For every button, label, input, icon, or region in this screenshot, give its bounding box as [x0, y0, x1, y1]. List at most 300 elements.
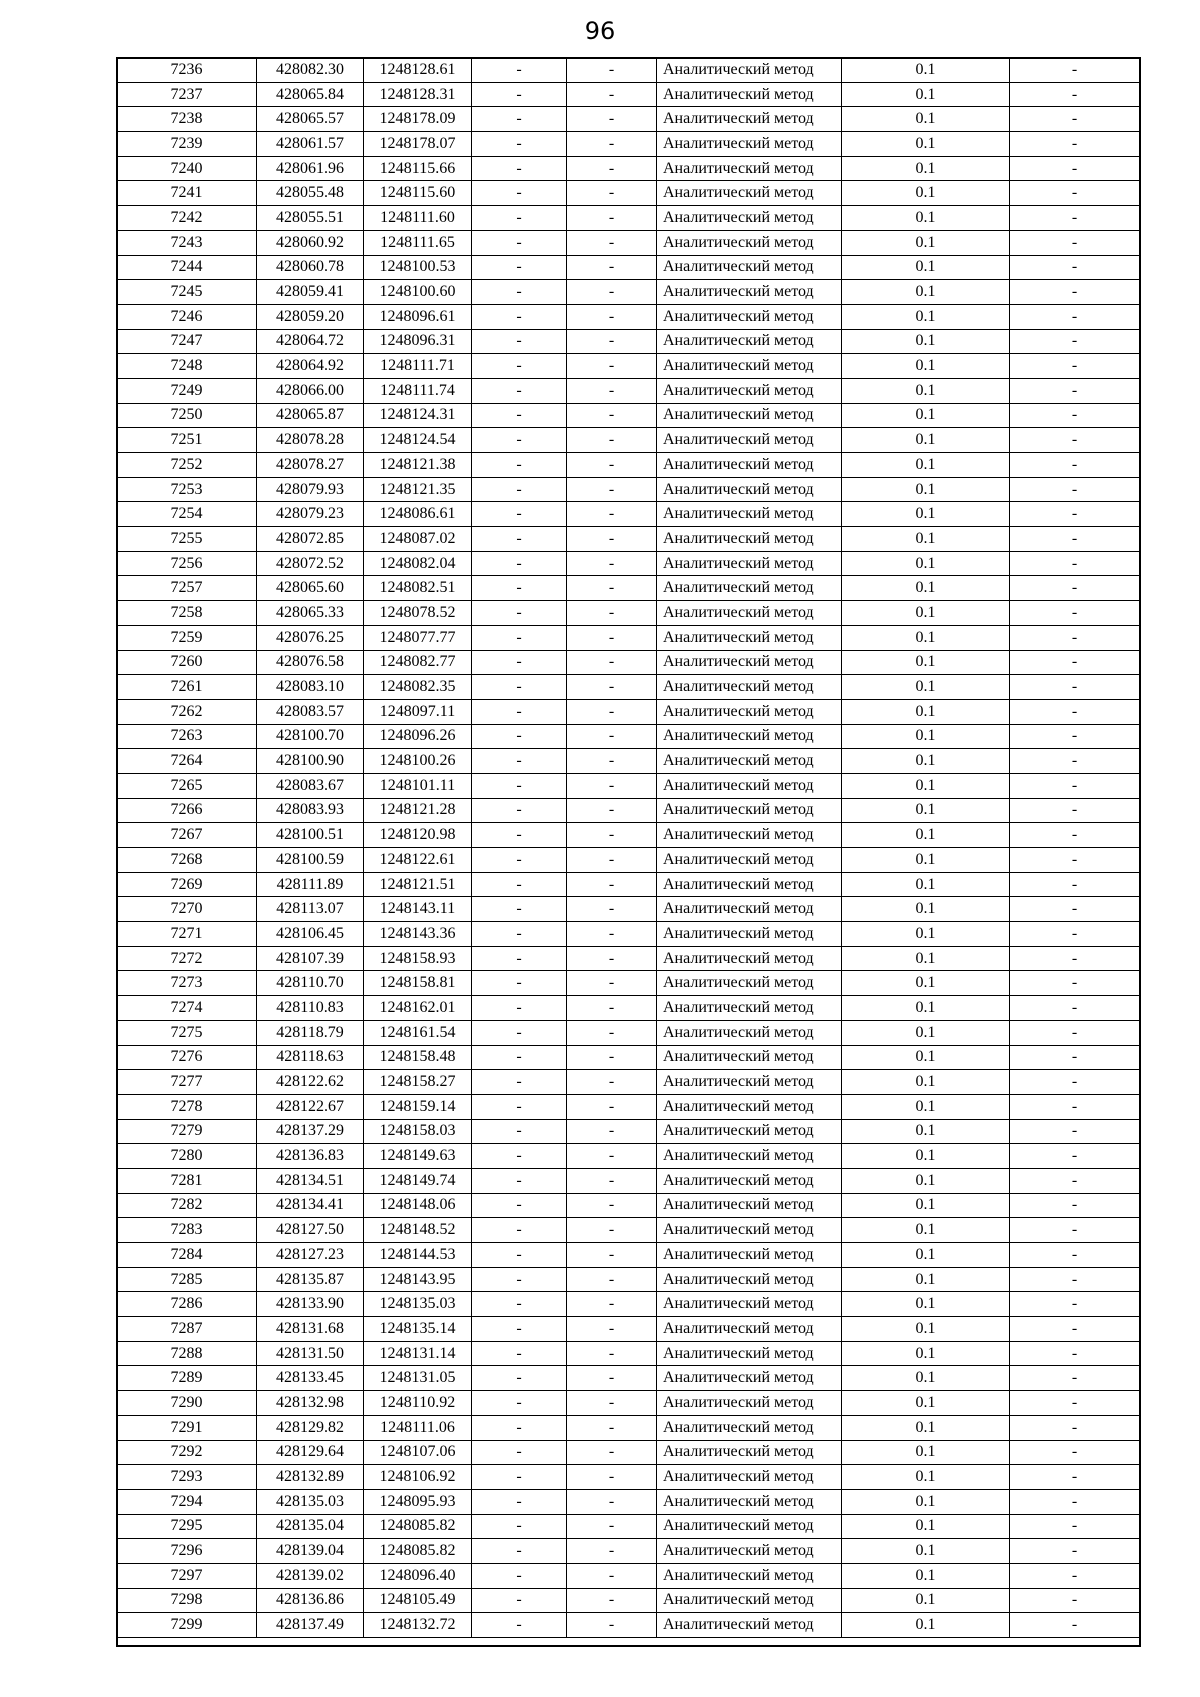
- cell-y-coordinate: 1248143.11: [364, 897, 472, 922]
- cell-y-coordinate: 1248100.60: [364, 280, 472, 305]
- cell-accuracy: 0.1: [842, 453, 1010, 478]
- cell-y-coordinate: 1248096.31: [364, 329, 472, 354]
- cell-col-8: -: [1010, 897, 1140, 922]
- cell-accuracy: 0.1: [842, 107, 1010, 132]
- table-row: [117, 1366, 1140, 1391]
- cell-point-number: 7259: [117, 625, 257, 650]
- table-row: [117, 354, 1140, 379]
- cell-col-8: -: [1010, 650, 1140, 675]
- cell-x-coordinate: 428083.93: [257, 798, 364, 823]
- table-row: [117, 724, 1140, 749]
- cell-col-4: -: [472, 1341, 567, 1366]
- cell-col-4: -: [472, 82, 567, 107]
- cell-point-number: 7273: [117, 971, 257, 996]
- table-row: [117, 255, 1140, 280]
- cell-col-4: -: [472, 1094, 567, 1119]
- cell-x-coordinate: 428122.67: [257, 1094, 364, 1119]
- cell-x-coordinate: 428136.86: [257, 1588, 364, 1613]
- cell-y-coordinate: 1248135.03: [364, 1292, 472, 1317]
- cell-col-4: -: [472, 1317, 567, 1342]
- cell-col-8: -: [1010, 625, 1140, 650]
- cell-col-4: -: [472, 1415, 567, 1440]
- cell-method: Аналитический метод: [657, 477, 842, 502]
- cell-y-coordinate: 1248077.77: [364, 625, 472, 650]
- cell-col-5: -: [567, 1341, 657, 1366]
- cell-method: Аналитический метод: [657, 230, 842, 255]
- cell-y-coordinate: 1248082.51: [364, 576, 472, 601]
- cell-point-number: 7281: [117, 1168, 257, 1193]
- cell-y-coordinate: 1248143.36: [364, 922, 472, 947]
- cell-x-coordinate: 428100.70: [257, 724, 364, 749]
- cell-col-5: -: [567, 1267, 657, 1292]
- cell-point-number: 7261: [117, 675, 257, 700]
- cell-method: Аналитический метод: [657, 1267, 842, 1292]
- cell-col-5: -: [567, 329, 657, 354]
- cell-col-4: -: [472, 1539, 567, 1564]
- cell-col-4: -: [472, 650, 567, 675]
- cell-col-4: -: [472, 280, 567, 305]
- cell-x-coordinate: 428131.68: [257, 1317, 364, 1342]
- cell-x-coordinate: 428055.51: [257, 206, 364, 231]
- cell-method: Аналитический метод: [657, 453, 842, 478]
- cell-x-coordinate: 428110.70: [257, 971, 364, 996]
- cell-accuracy: 0.1: [842, 576, 1010, 601]
- cell-col-4: -: [472, 1020, 567, 1045]
- cell-accuracy: 0.1: [842, 996, 1010, 1021]
- cell-point-number: 7274: [117, 996, 257, 1021]
- cell-point-number: 7242: [117, 206, 257, 231]
- table-row: [117, 1243, 1140, 1268]
- cell-point-number: 7289: [117, 1366, 257, 1391]
- cell-col-4: -: [472, 1045, 567, 1070]
- cell-y-coordinate: 1248120.98: [364, 823, 472, 848]
- cell-col-8: -: [1010, 823, 1140, 848]
- cell-point-number: 7280: [117, 1144, 257, 1169]
- cell-method: Аналитический метод: [657, 255, 842, 280]
- cell-accuracy: 0.1: [842, 280, 1010, 305]
- cell-col-4: -: [472, 354, 567, 379]
- cell-method: Аналитический метод: [657, 1341, 842, 1366]
- cell-col-8: -: [1010, 329, 1140, 354]
- table-row: [117, 1045, 1140, 1070]
- cell-point-number: 7256: [117, 551, 257, 576]
- table-row: [117, 699, 1140, 724]
- cell-col-5: -: [567, 107, 657, 132]
- cell-y-coordinate: 1248097.11: [364, 699, 472, 724]
- cell-method: Аналитический метод: [657, 1588, 842, 1613]
- cell-point-number: 7247: [117, 329, 257, 354]
- cell-accuracy: 0.1: [842, 329, 1010, 354]
- cell-point-number: 7276: [117, 1045, 257, 1070]
- cell-point-number: 7237: [117, 82, 257, 107]
- cell-accuracy: 0.1: [842, 798, 1010, 823]
- cell-col-8: -: [1010, 1539, 1140, 1564]
- cell-col-5: -: [567, 403, 657, 428]
- cell-point-number: 7258: [117, 601, 257, 626]
- cell-col-5: -: [567, 773, 657, 798]
- table-row: [117, 1267, 1140, 1292]
- cell-accuracy: 0.1: [842, 1168, 1010, 1193]
- cell-y-coordinate: 1248131.05: [364, 1366, 472, 1391]
- cell-col-8: -: [1010, 1465, 1140, 1490]
- table-row: [117, 1168, 1140, 1193]
- table-row: [117, 527, 1140, 552]
- cell-col-4: -: [472, 798, 567, 823]
- cell-point-number: 7265: [117, 773, 257, 798]
- cell-y-coordinate: 1248128.31: [364, 82, 472, 107]
- cell-y-coordinate: 1248085.82: [364, 1514, 472, 1539]
- cell-col-8: -: [1010, 946, 1140, 971]
- cell-col-8: -: [1010, 428, 1140, 453]
- cell-col-5: -: [567, 1094, 657, 1119]
- cell-col-8: -: [1010, 1168, 1140, 1193]
- cell-accuracy: 0.1: [842, 1045, 1010, 1070]
- cell-col-5: -: [567, 304, 657, 329]
- cell-col-5: -: [567, 502, 657, 527]
- table-row: [117, 1391, 1140, 1416]
- cell-accuracy: 0.1: [842, 551, 1010, 576]
- cell-accuracy: 0.1: [842, 724, 1010, 749]
- cell-col-8: -: [1010, 378, 1140, 403]
- cell-accuracy: 0.1: [842, 1489, 1010, 1514]
- cell-method: Аналитический метод: [657, 798, 842, 823]
- cell-accuracy: 0.1: [842, 477, 1010, 502]
- cell-accuracy: 0.1: [842, 304, 1010, 329]
- cell-accuracy: 0.1: [842, 848, 1010, 873]
- cell-accuracy: 0.1: [842, 82, 1010, 107]
- cell-point-number: 7252: [117, 453, 257, 478]
- cell-col-4: -: [472, 1144, 567, 1169]
- cell-x-coordinate: 428083.57: [257, 699, 364, 724]
- cell-method: Аналитический метод: [657, 576, 842, 601]
- cell-point-number: 7293: [117, 1465, 257, 1490]
- table-row: [117, 971, 1140, 996]
- cell-y-coordinate: 1248132.72: [364, 1613, 472, 1638]
- cell-x-coordinate: 428100.51: [257, 823, 364, 848]
- cell-x-coordinate: 428111.89: [257, 872, 364, 897]
- cell-col-8: -: [1010, 1613, 1140, 1638]
- cell-col-4: -: [472, 255, 567, 280]
- cell-col-5: -: [567, 132, 657, 157]
- table-row: [117, 1317, 1140, 1342]
- cell-col-5: -: [567, 1366, 657, 1391]
- cell-method: Аналитический метод: [657, 82, 842, 107]
- cell-col-4: -: [472, 848, 567, 873]
- cell-col-8: -: [1010, 601, 1140, 626]
- cell-y-coordinate: 1248121.51: [364, 872, 472, 897]
- cell-col-5: -: [567, 1193, 657, 1218]
- cell-method: Аналитический метод: [657, 1563, 842, 1588]
- table-row: [117, 675, 1140, 700]
- cell-x-coordinate: 428100.59: [257, 848, 364, 873]
- cell-method: Аналитический метод: [657, 1489, 842, 1514]
- cell-col-5: -: [567, 1613, 657, 1638]
- cell-col-4: -: [472, 1366, 567, 1391]
- cell-method: Аналитический метод: [657, 527, 842, 552]
- cell-col-5: -: [567, 996, 657, 1021]
- cell-col-4: -: [472, 922, 567, 947]
- table-row: [117, 378, 1140, 403]
- cell-x-coordinate: 428122.62: [257, 1070, 364, 1095]
- cell-col-4: -: [472, 477, 567, 502]
- cell-method: Аналитический метод: [657, 181, 842, 206]
- cell-col-5: -: [567, 230, 657, 255]
- cell-col-5: -: [567, 354, 657, 379]
- table-row: [117, 1613, 1140, 1638]
- cell-col-5: -: [567, 749, 657, 774]
- cell-y-coordinate: 1248178.07: [364, 132, 472, 157]
- cell-col-8: -: [1010, 1193, 1140, 1218]
- cell-col-8: -: [1010, 996, 1140, 1021]
- cell-col-4: -: [472, 823, 567, 848]
- cell-col-5: -: [567, 650, 657, 675]
- cell-col-4: -: [472, 1070, 567, 1095]
- cell-method: Аналитический метод: [657, 280, 842, 305]
- cell-x-coordinate: 428064.72: [257, 329, 364, 354]
- table-row: [117, 1563, 1140, 1588]
- cell-point-number: 7286: [117, 1292, 257, 1317]
- cell-point-number: 7275: [117, 1020, 257, 1045]
- cell-col-8: -: [1010, 156, 1140, 181]
- cell-x-coordinate: 428065.87: [257, 403, 364, 428]
- cell-point-number: 7241: [117, 181, 257, 206]
- cell-method: Аналитический метод: [657, 1415, 842, 1440]
- table-row: [117, 823, 1140, 848]
- cell-y-coordinate: 1248085.82: [364, 1539, 472, 1564]
- cell-accuracy: 0.1: [842, 255, 1010, 280]
- table-row: [117, 1539, 1140, 1564]
- cell-col-4: -: [472, 378, 567, 403]
- cell-point-number: 7291: [117, 1415, 257, 1440]
- cell-point-number: 7290: [117, 1391, 257, 1416]
- cell-x-coordinate: 428137.49: [257, 1613, 364, 1638]
- cell-method: Аналитический метод: [657, 502, 842, 527]
- table-row: [117, 453, 1140, 478]
- table-row: [117, 1465, 1140, 1490]
- cell-col-5: -: [567, 625, 657, 650]
- table-row: [117, 1119, 1140, 1144]
- cell-method: Аналитический метод: [657, 971, 842, 996]
- cell-col-4: -: [472, 1292, 567, 1317]
- cell-col-4: -: [472, 971, 567, 996]
- table-row: [117, 1020, 1140, 1045]
- cell-col-4: -: [472, 428, 567, 453]
- table-row: [117, 1094, 1140, 1119]
- table-row: [117, 206, 1140, 231]
- cell-y-coordinate: 1248178.09: [364, 107, 472, 132]
- cell-y-coordinate: 1248148.52: [364, 1218, 472, 1243]
- cell-col-8: -: [1010, 1070, 1140, 1095]
- cell-accuracy: 0.1: [842, 749, 1010, 774]
- cell-y-coordinate: 1248105.49: [364, 1588, 472, 1613]
- cell-point-number: 7279: [117, 1119, 257, 1144]
- cell-method: Аналитический метод: [657, 1218, 842, 1243]
- cell-method: Аналитический метод: [657, 1317, 842, 1342]
- cell-x-coordinate: 428061.96: [257, 156, 364, 181]
- cell-y-coordinate: 1248124.31: [364, 403, 472, 428]
- cell-x-coordinate: 428107.39: [257, 946, 364, 971]
- cell-x-coordinate: 428065.84: [257, 82, 364, 107]
- cell-method: Аналитический метод: [657, 675, 842, 700]
- cell-col-4: -: [472, 1465, 567, 1490]
- cell-x-coordinate: 428083.67: [257, 773, 364, 798]
- cell-method: Аналитический метод: [657, 354, 842, 379]
- table-row: [117, 1193, 1140, 1218]
- cell-col-5: -: [567, 1514, 657, 1539]
- cell-point-number: 7260: [117, 650, 257, 675]
- cell-x-coordinate: 428106.45: [257, 922, 364, 947]
- cell-y-coordinate: 1248078.52: [364, 601, 472, 626]
- cell-col-8: -: [1010, 1366, 1140, 1391]
- cell-col-5: -: [567, 1563, 657, 1588]
- cell-col-5: -: [567, 1045, 657, 1070]
- cell-method: Аналитический метод: [657, 1094, 842, 1119]
- cell-method: Аналитический метод: [657, 428, 842, 453]
- cell-accuracy: 0.1: [842, 1243, 1010, 1268]
- cell-accuracy: 0.1: [842, 1465, 1010, 1490]
- cell-col-8: -: [1010, 107, 1140, 132]
- cell-col-5: -: [567, 897, 657, 922]
- cell-x-coordinate: 428082.30: [257, 58, 364, 83]
- cell-y-coordinate: 1248100.26: [364, 749, 472, 774]
- cell-method: Аналитический метод: [657, 1292, 842, 1317]
- cell-y-coordinate: 1248122.61: [364, 848, 472, 873]
- cell-y-coordinate: 1248135.14: [364, 1317, 472, 1342]
- cell-accuracy: 0.1: [842, 650, 1010, 675]
- cell-accuracy: 0.1: [842, 156, 1010, 181]
- page-number: 96: [584, 17, 616, 45]
- cell-col-4: -: [472, 724, 567, 749]
- cell-col-5: -: [567, 477, 657, 502]
- cell-col-8: -: [1010, 132, 1140, 157]
- cell-col-8: -: [1010, 354, 1140, 379]
- cell-method: Аналитический метод: [657, 551, 842, 576]
- cell-y-coordinate: 1248158.03: [364, 1119, 472, 1144]
- cell-col-8: -: [1010, 477, 1140, 502]
- cell-point-number: 7244: [117, 255, 257, 280]
- cell-col-8: -: [1010, 453, 1140, 478]
- cell-x-coordinate: 428079.23: [257, 502, 364, 527]
- cell-col-8: -: [1010, 872, 1140, 897]
- cell-col-4: -: [472, 1119, 567, 1144]
- cell-y-coordinate: 1248124.54: [364, 428, 472, 453]
- cell-y-coordinate: 1248096.61: [364, 304, 472, 329]
- cell-col-4: -: [472, 1440, 567, 1465]
- cell-x-coordinate: 428118.79: [257, 1020, 364, 1045]
- cell-col-5: -: [567, 1218, 657, 1243]
- cell-col-4: -: [472, 502, 567, 527]
- cell-y-coordinate: 1248162.01: [364, 996, 472, 1021]
- cell-col-8: -: [1010, 1391, 1140, 1416]
- cell-col-5: -: [567, 428, 657, 453]
- table-row: [117, 82, 1140, 107]
- cell-accuracy: 0.1: [842, 527, 1010, 552]
- cell-y-coordinate: 1248087.02: [364, 527, 472, 552]
- cell-x-coordinate: 428135.03: [257, 1489, 364, 1514]
- cell-method: Аналитический метод: [657, 872, 842, 897]
- cell-method: Аналитический метод: [657, 1243, 842, 1268]
- cell-method: Аналитический метод: [657, 107, 842, 132]
- table-row: [117, 872, 1140, 897]
- cell-method: Аналитический метод: [657, 823, 842, 848]
- cell-accuracy: 0.1: [842, 1193, 1010, 1218]
- cell-y-coordinate: 1248106.92: [364, 1465, 472, 1490]
- table-row: [117, 58, 1140, 83]
- cell-col-8: -: [1010, 1020, 1140, 1045]
- cell-accuracy: 0.1: [842, 206, 1010, 231]
- table-row: [117, 230, 1140, 255]
- cell-y-coordinate: 1248111.71: [364, 354, 472, 379]
- cell-col-5: -: [567, 551, 657, 576]
- cell-point-number: 7246: [117, 304, 257, 329]
- cell-col-4: -: [472, 576, 567, 601]
- cell-accuracy: 0.1: [842, 1366, 1010, 1391]
- cell-col-5: -: [567, 1415, 657, 1440]
- cell-col-5: -: [567, 971, 657, 996]
- cell-point-number: 7243: [117, 230, 257, 255]
- cell-col-8: -: [1010, 773, 1140, 798]
- cell-y-coordinate: 1248100.53: [364, 255, 472, 280]
- cell-method: Аналитический метод: [657, 1465, 842, 1490]
- cell-accuracy: 0.1: [842, 1119, 1010, 1144]
- cell-accuracy: 0.1: [842, 502, 1010, 527]
- cell-col-8: -: [1010, 527, 1140, 552]
- cell-col-4: -: [472, 1613, 567, 1638]
- cell-x-coordinate: 428133.90: [257, 1292, 364, 1317]
- cell-col-5: -: [567, 576, 657, 601]
- cell-x-coordinate: 428055.48: [257, 181, 364, 206]
- cell-col-4: -: [472, 897, 567, 922]
- table-row: [117, 107, 1140, 132]
- cell-x-coordinate: 428139.04: [257, 1539, 364, 1564]
- cell-col-4: -: [472, 625, 567, 650]
- cell-col-5: -: [567, 1539, 657, 1564]
- cell-col-5: -: [567, 848, 657, 873]
- cell-x-coordinate: 428065.33: [257, 601, 364, 626]
- table-row: [117, 749, 1140, 774]
- cell-col-4: -: [472, 773, 567, 798]
- cell-x-coordinate: 428078.27: [257, 453, 364, 478]
- cell-accuracy: 0.1: [842, 354, 1010, 379]
- cell-method: Аналитический метод: [657, 1391, 842, 1416]
- cell-method: Аналитический метод: [657, 1539, 842, 1564]
- cell-col-5: -: [567, 1168, 657, 1193]
- cell-col-4: -: [472, 1489, 567, 1514]
- cell-col-4: -: [472, 304, 567, 329]
- cell-col-4: -: [472, 675, 567, 700]
- cell-method: Аналитический метод: [657, 58, 842, 83]
- table-row: [117, 848, 1140, 873]
- cell-x-coordinate: 428059.41: [257, 280, 364, 305]
- cell-method: Аналитический метод: [657, 1144, 842, 1169]
- cell-col-5: -: [567, 156, 657, 181]
- cell-method: Аналитический метод: [657, 1020, 842, 1045]
- cell-point-number: 7283: [117, 1218, 257, 1243]
- cell-method: Аналитический метод: [657, 1119, 842, 1144]
- cell-col-8: -: [1010, 304, 1140, 329]
- table-body: [117, 58, 1140, 1638]
- cell-y-coordinate: 1248115.60: [364, 181, 472, 206]
- cell-col-4: -: [472, 1267, 567, 1292]
- cell-method: Аналитический метод: [657, 749, 842, 774]
- cell-point-number: 7263: [117, 724, 257, 749]
- cell-col-8: -: [1010, 1144, 1140, 1169]
- table-row: [117, 156, 1140, 181]
- cell-method: Аналитический метод: [657, 1514, 842, 1539]
- cell-point-number: 7287: [117, 1317, 257, 1342]
- cell-point-number: 7238: [117, 107, 257, 132]
- cell-accuracy: 0.1: [842, 773, 1010, 798]
